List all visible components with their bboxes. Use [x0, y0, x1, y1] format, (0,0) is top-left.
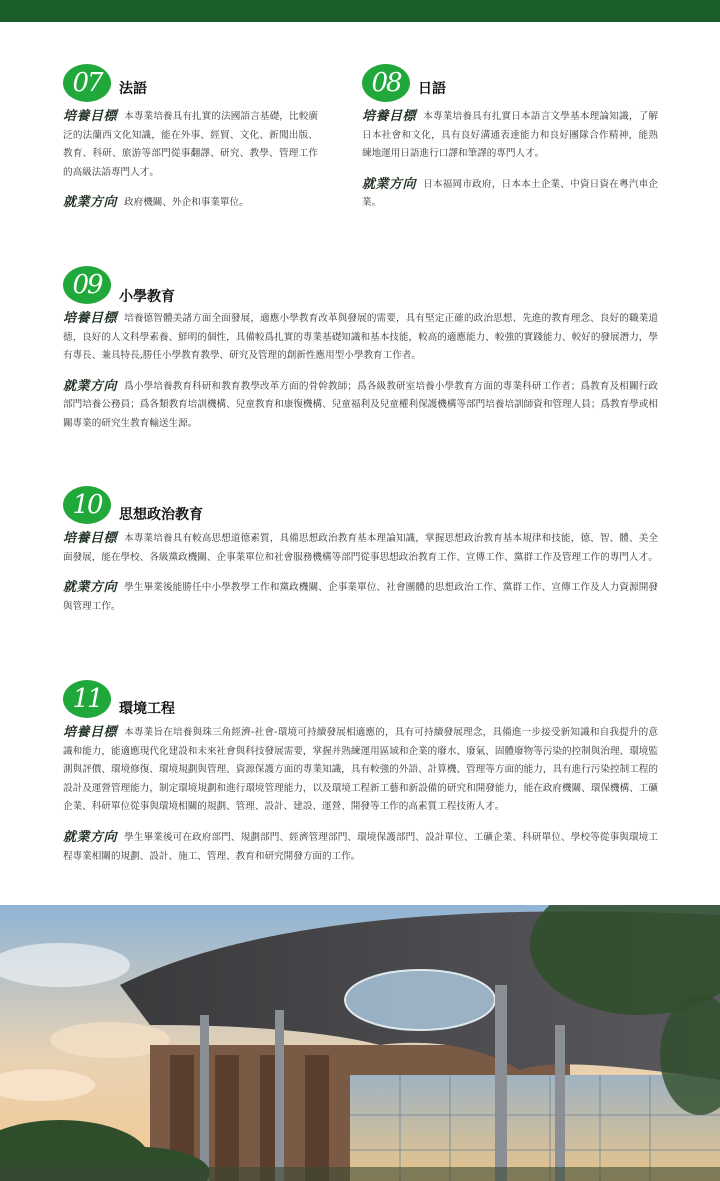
- section-title: 日語: [418, 81, 446, 97]
- training-goal-text: 培養德智體美諸方面全面發展，適應小學教育改革與發展的需要，具有堅定正確的政治思想、先進的教育理念、良好的職業道德，良好的人文科學素養、鮮明的個性，具備較爲扎實的專業基礎知識和基本技能，較高的適應能力、較強的實踐能力、較好的發展潛力，學有專長、兼具特長,勝任小學教育教學、研究及管理的創新性應用型小學教育工作者。: [63, 313, 658, 362]
- training-goal-paragraph: [63, 530, 658, 567]
- section-header: [63, 486, 658, 530]
- career-paragraph: [63, 579, 658, 616]
- section-title: 環境工程: [119, 701, 175, 717]
- training-goal-label: 培養目標: [63, 109, 118, 124]
- section-header: [362, 64, 658, 108]
- career-text: 學生畢業後可在政府部門、規劃部門、經濟管理部門、環境保護部門、設計單位、工礦企業、科研單位、學校等從事與環境工程專業相關的規劃、設計、施工、管理、教育和研究開發方面的工作。: [63, 831, 658, 862]
- section-header: [63, 64, 318, 108]
- section-header: [63, 266, 658, 310]
- top-banner-bar: [0, 0, 720, 22]
- career-paragraph: [362, 176, 658, 213]
- training-goal-text: 本專業培養具有扎實的法國語言基礎，比較廣泛的法蘭西文化知識，能在外事、經貿、文化、新聞出版、教育、科研、旅游等部門從事翻譯、研究、教學、管理工作的高級法語專門人才。: [63, 111, 318, 178]
- training-goal-text: 本專業培養具有較高思想道德素質，具備思想政治教育基本理論知識，掌握思想政治教育基本規律和技能，德、智、體、美全面發展，能在學校、各級黨政機關、企事業單位和社會服務機構等部門從事思想政治教育工作、宣傳工作、黨群工作及管理工作的專門人才。: [63, 533, 658, 563]
- career-label: 就業方向: [362, 176, 417, 192]
- section-title: 思想政治教育: [119, 507, 203, 523]
- training-goal-label: 培養目標: [63, 725, 118, 740]
- training-goal-paragraph: [63, 310, 658, 366]
- training-goal-label: 培養目標: [362, 109, 417, 124]
- career-text: 政府機關、外企和事業單位。: [124, 197, 249, 209]
- career-text: 日本福岡市政府，日本本土企業、中資日資在粵汽車企業。: [362, 178, 658, 209]
- section-title: 小學教育: [119, 289, 175, 305]
- career-paragraph: [63, 829, 658, 866]
- training-goal-text: 本專業旨在培養與珠三角經濟-社會-環境可持續發展相適應的，具有可持續發展理念，具備進一步接受新知識和自我提升的意識和能力，能適應現代化建設和未來社會與科技發展需要，掌握并熟練運用區域和企業的廢水、廢氣、固體廢物等污染的控制與治理、環境監測與評價、環境修復、環境規劃與管理、資源保護方面的專業知識，具有較強的外語、計算機、管理等方面的能力，具有進行污染控制工程的設計及運營管理能力，制定環境規劃和進行環境管理能力，以及環境工程新工藝和新設備的研究和開發能力，能在政府機關、環保機構、工礦企業、科研單位從事與環境相關的規劃、管理、設計、建設、運營、開發等工作的高素質工程技術人才。: [63, 727, 658, 813]
- section-number-badge: 07: [63, 64, 111, 102]
- campus-building-photo: [0, 905, 720, 1181]
- training-goal-text: 本專業培養具有扎實日本語言文學基本理論知識，了解日本社會和文化，具有良好溝通表達能力和良好團隊合作精神，能熟練地運用日語進行口譯和筆譯的專門人才。: [362, 111, 658, 160]
- training-goal-label: 培養目標: [63, 531, 118, 546]
- section-primary-education: [63, 266, 658, 434]
- career-paragraph: [63, 194, 318, 213]
- section-header: [63, 680, 658, 724]
- section-number-badge: 09: [63, 266, 111, 304]
- career-label: 就業方向: [63, 580, 118, 596]
- section-ideological-education: [63, 486, 658, 616]
- section-title: 法語: [119, 81, 147, 97]
- section-number-badge: 11: [63, 680, 111, 718]
- section-japanese: [362, 64, 658, 213]
- career-text: 學生畢業後能勝任中小學教學工作和黨政機關、企事業單位、社會團體的思想政治工作、黨群工作、宣傳工作及人力資源開發與管理工作。: [63, 582, 658, 612]
- section-number-badge: 08: [362, 64, 410, 102]
- training-goal-paragraph: [63, 724, 658, 817]
- section-environmental-engineering: [63, 680, 658, 866]
- career-label: 就業方向: [63, 378, 118, 394]
- career-paragraph: [63, 378, 658, 434]
- section-number-badge: 10: [63, 486, 111, 524]
- career-text: 爲小學培養教育科研和教育教學改革方面的骨幹教師；爲各級教研室培養小學教育方面的專業科研工作者；爲教育及相關行政部門培養公務員；爲各類教育培訓機構、兒童教育和康復機構、兒童福利及兒童權利保護機構等部門培養培訓師資和管理人員；爲教育學或相關專業的研究生教育輸送生源。: [63, 380, 658, 429]
- career-label: 就業方向: [63, 829, 118, 845]
- training-goal-paragraph: [362, 108, 658, 164]
- campus-building-illustration: [0, 905, 720, 1181]
- training-goal-paragraph: [63, 108, 318, 182]
- training-goal-label: 培養目標: [63, 311, 118, 326]
- career-label: 就業方向: [63, 195, 118, 211]
- section-french: [63, 64, 318, 213]
